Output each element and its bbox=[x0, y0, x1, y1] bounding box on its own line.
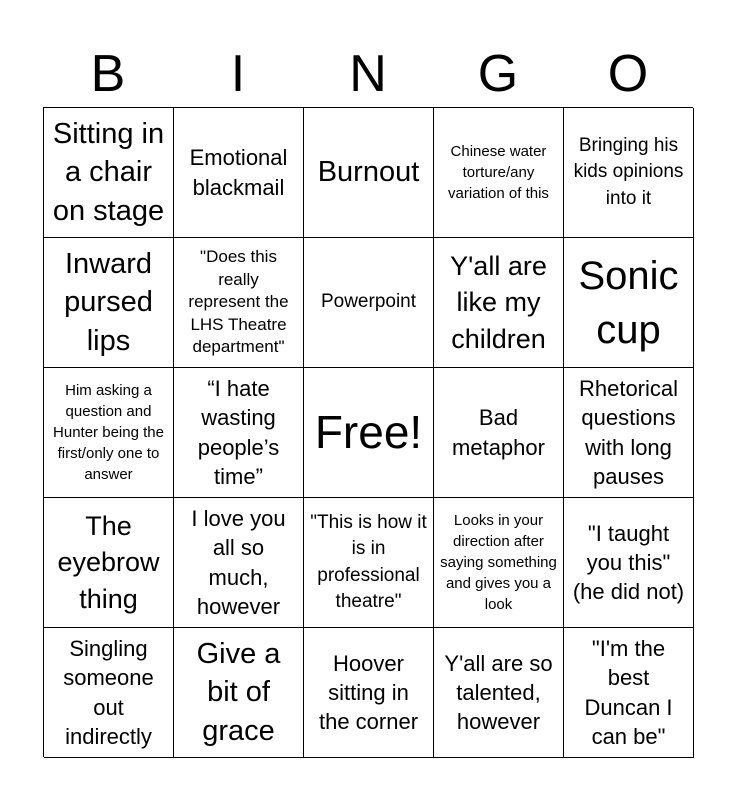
cell-text: Singling someone out indirectly bbox=[63, 636, 154, 749]
cell-text: Looks in your direction after saying something and gives you a look bbox=[440, 512, 557, 613]
bingo-cell-r4-c5[interactable] bbox=[564, 498, 694, 628]
cell-text: The eyebrow thing bbox=[57, 510, 160, 614]
bingo-cell-r1-c2[interactable] bbox=[174, 108, 304, 238]
cell-text: Give a bit of grace bbox=[196, 638, 281, 747]
bingo-cell-r1-c1[interactable] bbox=[44, 108, 174, 238]
cell-text: Sitting in a chair on stage bbox=[52, 118, 165, 227]
bingo-cell-r4-c1[interactable] bbox=[44, 498, 174, 628]
bingo-cell-r1-c3[interactable] bbox=[304, 108, 434, 238]
bingo-cell-r2-c4[interactable] bbox=[434, 238, 564, 368]
bingo-cell-r4-c2[interactable] bbox=[174, 498, 304, 628]
bingo-cell-r3-c2[interactable] bbox=[174, 368, 304, 498]
bingo-cell-r2-c3[interactable] bbox=[304, 238, 434, 368]
header-letter-o: O bbox=[607, 45, 649, 103]
bingo-header bbox=[43, 40, 693, 108]
bingo-cell-r3-c5[interactable] bbox=[564, 368, 694, 498]
header-letter-i: I bbox=[230, 45, 246, 103]
cell-text: Inward pursed lips bbox=[64, 248, 153, 357]
bingo-cell-r1-c4[interactable] bbox=[434, 108, 564, 238]
bingo-cell-r3-c1[interactable] bbox=[44, 368, 174, 498]
cell-text: Emotional blackmail bbox=[189, 145, 288, 200]
cell-text: "Does this really represent the LHS Theatre department" bbox=[188, 246, 289, 357]
bingo-cell-r5-c2[interactable] bbox=[174, 628, 304, 758]
cell-text: Free! bbox=[314, 405, 423, 458]
bingo-grid bbox=[43, 107, 693, 757]
bingo-cell-r2-c5[interactable] bbox=[564, 238, 694, 368]
bingo-cell-r5-c4[interactable] bbox=[434, 628, 564, 758]
cell-text: "I'm the best Duncan I can be" bbox=[584, 636, 673, 749]
cell-text: Bringing his kids opinions into it bbox=[573, 135, 684, 209]
header-letter-b: B bbox=[90, 45, 126, 103]
bingo-cell-r4-c4[interactable] bbox=[434, 498, 564, 628]
cell-text: "This is how it is in professional theatre" bbox=[310, 512, 427, 612]
header-letter-g: G bbox=[477, 45, 519, 103]
cell-text: I love you all so much, however bbox=[191, 506, 286, 619]
free-space[interactable] bbox=[304, 368, 434, 498]
bingo-cell-r3-c4[interactable] bbox=[434, 368, 564, 498]
cell-text: Y'all are like my children bbox=[450, 250, 547, 354]
bingo-cell-r5-c5[interactable] bbox=[564, 628, 694, 758]
cell-text: Him asking a question and Hunter being the first/only one to answer bbox=[53, 382, 164, 483]
cell-text: "I taught you this" (he did not) bbox=[572, 520, 685, 605]
cell-text: Bad metaphor bbox=[452, 405, 545, 460]
bingo-cell-r5-c3[interactable] bbox=[304, 628, 434, 758]
cell-text: Burnout bbox=[317, 156, 420, 189]
cell-text: Hoover sitting in the corner bbox=[318, 650, 419, 735]
cell-text: Powerpoint bbox=[320, 291, 417, 313]
bingo-cell-r4-c3[interactable] bbox=[304, 498, 434, 628]
cell-text: Chinese water torture/any variation of this bbox=[448, 143, 549, 202]
header-letter-n: N bbox=[349, 45, 387, 103]
bingo-cell-r5-c1[interactable] bbox=[44, 628, 174, 758]
bingo-cell-r1-c5[interactable] bbox=[564, 108, 694, 238]
cell-text: Rhetorical questions with long pauses bbox=[578, 376, 679, 489]
bingo-cell-r2-c1[interactable] bbox=[44, 238, 174, 368]
cell-text: “I hate wasting people’s time” bbox=[197, 376, 280, 489]
cell-text: Sonic cup bbox=[578, 253, 679, 352]
cell-text: Y'all are so talented, however bbox=[444, 650, 553, 735]
bingo-cell-r2-c2[interactable] bbox=[174, 238, 304, 368]
